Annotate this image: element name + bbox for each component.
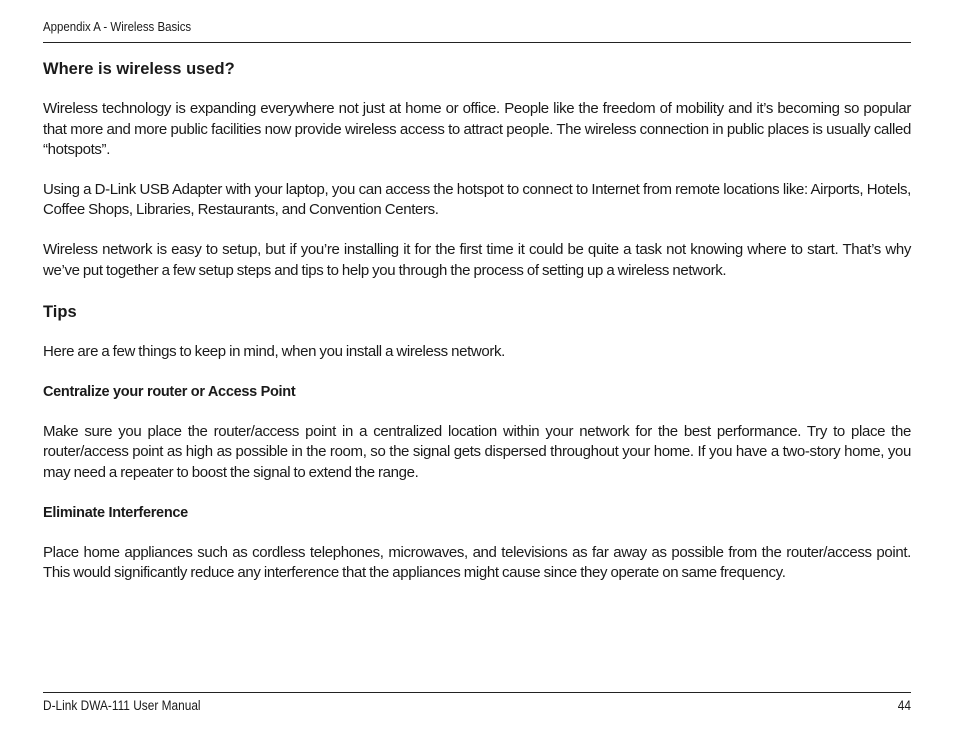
paragraph-hotspot-access: Using a D-Link USB Adapter with your laptop, you can access the hotspot to connect to Internet from remote locations like: Airports, Hotels, Coffee Shops, Libraries, Restaurants, and Convention Centers. xyxy=(43,180,911,219)
footer-manual-title: D-Link DWA-111 User Manual xyxy=(43,698,201,713)
paragraph-eliminate-interference: Place home appliances such as cordless telephones, microwaves, and televisions as far away as possible from the router/access point. This would significantly reduce any interference that the appliances might cause since they operate on same frequency. xyxy=(43,543,911,582)
manual-page xyxy=(43,0,911,738)
subheading-eliminate-interference: Eliminate Interference xyxy=(43,504,188,521)
header-divider xyxy=(43,42,911,43)
footer-divider xyxy=(43,692,911,693)
paragraph-wireless-expanding: Wireless technology is expanding everywhere not just at home or office. People like the freedom of mobility and it’s becoming so popular that more and more public facilities now provide wireless access to attract people. The wireless connection in public places is usually called “hotspots”. xyxy=(43,100,911,159)
paragraph-easy-setup: Wireless network is easy to setup, but if you’re installing it for the first time it could be quite a task not knowing where to start. That’s why we’ve put together a few setup steps and tips to help you through the process of setting up a wireless network. xyxy=(43,240,911,279)
subheading-centralize-router: Centralize your router or Access Point xyxy=(43,383,296,400)
page-content xyxy=(43,58,911,584)
paragraph-centralize-router: Make sure you place the router/access point in a centralized location within your network for the best performance. Try to place the router/access point as high as possible in the room, so the signal gets dispersed throughout your home. If you have a two-story home, you may need a repeater to boost the signal to extend the range. xyxy=(43,422,911,481)
header-section-title: Appendix A - Wireless Basics xyxy=(43,19,192,34)
paragraph-tips-intro: Here are a few things to keep in mind, when you install a wireless network. xyxy=(43,343,505,361)
footer-page-number: 44 xyxy=(897,698,911,713)
heading-where-wireless-used: Where is wireless used? xyxy=(43,60,235,78)
heading-tips: Tips xyxy=(43,303,77,322)
